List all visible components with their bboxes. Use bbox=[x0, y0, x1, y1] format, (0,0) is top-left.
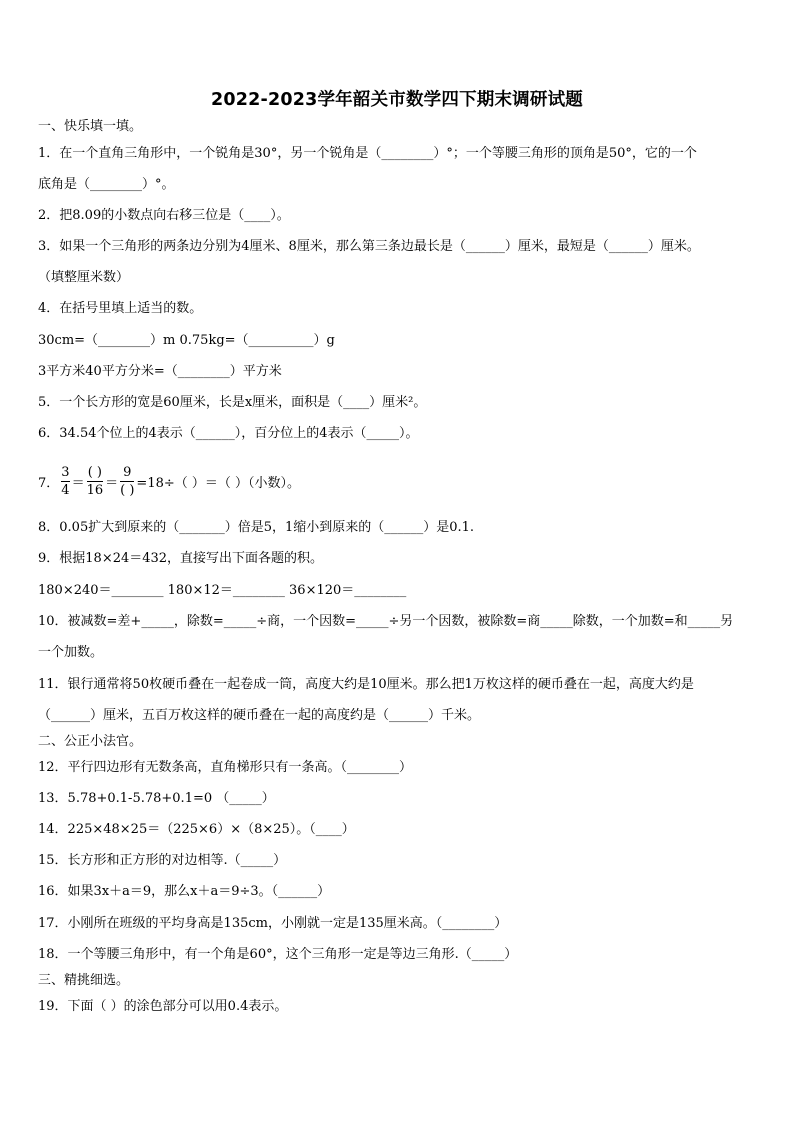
fraction-blank-16 bbox=[87, 464, 104, 499]
question-6: 6．34.54个位上的4表示（______），百分位上的4表示（_____）。 bbox=[38, 426, 419, 441]
question-19: 19．下面（ ）的涂色部分可以用0.4表示。 bbox=[38, 999, 288, 1014]
fraction-numerator: 9 bbox=[123, 464, 132, 480]
question-16: 16．如果3x＋a＝9，那么x＋a＝9÷3。（______） bbox=[38, 884, 331, 899]
question-2: 2．把8.09的小数点向右移三位是（____）。 bbox=[38, 208, 290, 223]
fraction-numerator: ( ) bbox=[87, 464, 102, 480]
question-10-line-2: 一个加数。 bbox=[38, 645, 104, 660]
question-9-heading: 9．根据18×24＝432，直接写出下面各题的积。 bbox=[38, 551, 324, 566]
question-3-line-1: 3．如果一个三角形的两条边分别为4厘米、8厘米，那么第三条边最长是（______）厘米，最短是（______）厘米。 bbox=[38, 239, 700, 254]
question-7-label: 7． bbox=[38, 475, 60, 491]
question-11-line-1: 11．银行通常将50枚硬币叠在一起卷成一筒，高度大约是10厘米。那么把1万枚这样的硬币叠在一起，高度大约是 bbox=[38, 677, 694, 692]
question-10-line-1: 10．被减数=差+_____，除数=_____÷商，一个因数=_____÷另一个因数，被除数=商_____除数，一个加数=和_____另 bbox=[38, 614, 734, 629]
question-15: 15．长方形和正方形的对边相等.（_____） bbox=[38, 853, 287, 868]
section-1-heading: 一、快乐填一填。 bbox=[38, 119, 143, 134]
question-18: 18．一个等腰三角形中，有一个角是60°，这个三角形一定是等边三角形.（_____） bbox=[38, 947, 518, 962]
fraction-denominator: 16 bbox=[86, 482, 104, 498]
fraction-9-blank bbox=[120, 464, 134, 499]
question-5: 5．一个长方形的宽是60厘米，长是x厘米，面积是（____）厘米²。 bbox=[38, 395, 427, 410]
equals-sign: ＝ bbox=[105, 475, 119, 491]
question-11-line-2: （______）厘米，五百万枚这样的硬币叠在一起的高度约是（______）千米。 bbox=[38, 708, 481, 723]
question-7 bbox=[38, 458, 300, 504]
section-2-heading: 二、公正小法官。 bbox=[38, 734, 143, 749]
question-4-line-2: 3平方米40平方分米=（________）平方米 bbox=[38, 364, 282, 379]
question-13: 13．5.78+0.1-5.78+0.1=0 （_____） bbox=[38, 791, 275, 806]
question-4-line-1: 30cm=（________）m 0.75kg=（__________）g bbox=[38, 333, 335, 348]
page-title: 2022-2023学年韶关市数学四下期末调研试题 bbox=[211, 90, 583, 110]
section-3-heading: 三、精挑细选。 bbox=[38, 973, 130, 988]
question-17: 17．小刚所在班级的平均身高是135cm，小刚就一定是135厘米高。（________） bbox=[38, 916, 508, 931]
fraction-denominator: 4 bbox=[61, 482, 70, 498]
fraction-denominator: ( ) bbox=[120, 482, 135, 498]
question-9-items: 180×240＝________ 180×12＝________ 36×120＝________ bbox=[38, 583, 407, 598]
question-1-line-1: 1．在一个直角三角形中，一个锐角是30°，另一个锐角是（________）°；一个等腰三角形的顶角是50°，它的一个 bbox=[38, 146, 697, 161]
question-7-tail: =18÷（ ）＝（ ）（小数）。 bbox=[136, 475, 301, 491]
question-8: 8．0.05扩大到原来的（_______）倍是5，1缩小到原来的（______）是0.1. bbox=[38, 520, 475, 535]
question-3-line-2: （填整厘米数） bbox=[38, 270, 130, 285]
fraction-numerator: 3 bbox=[61, 464, 70, 480]
question-12: 12．平行四边形有无数条高，直角梯形只有一条高。（________） bbox=[38, 760, 413, 775]
fraction-3-4 bbox=[61, 464, 69, 499]
equals-sign: ＝ bbox=[71, 475, 85, 491]
question-4-heading: 4．在括号里填上适当的数。 bbox=[38, 301, 203, 316]
question-14: 14．225×48×25＝（225×6）×（8×25）。（____） bbox=[38, 822, 355, 837]
question-1-line-2: 底角是（________）°。 bbox=[38, 177, 175, 192]
